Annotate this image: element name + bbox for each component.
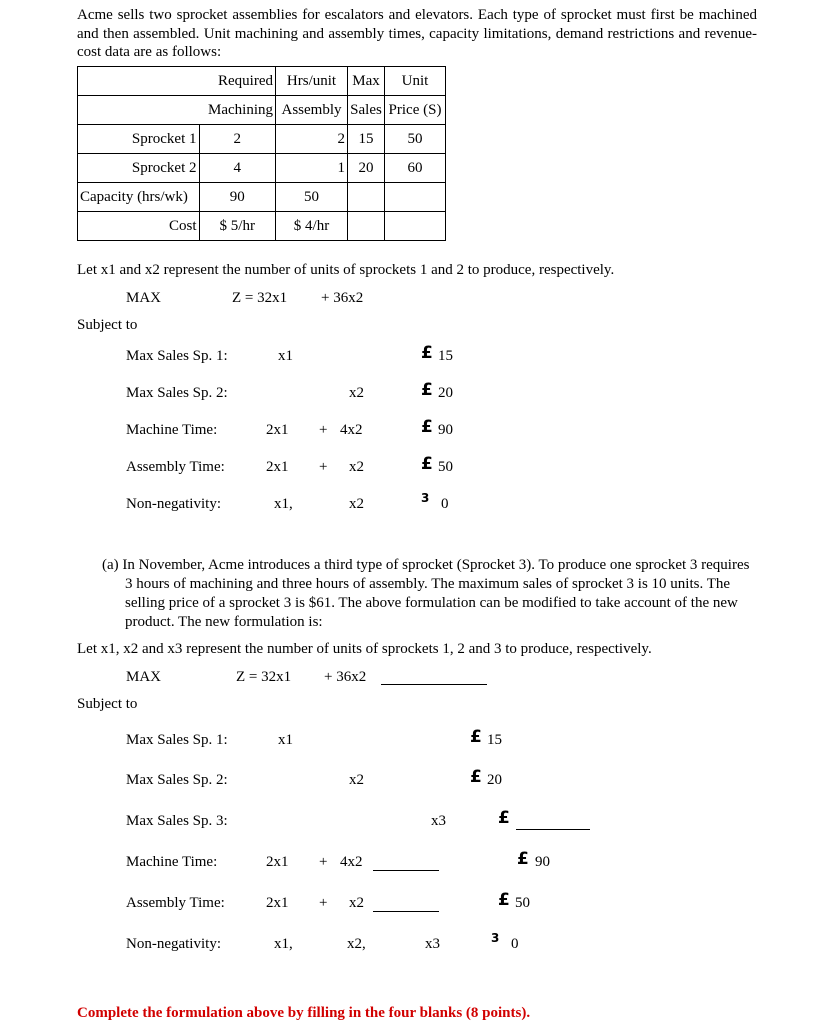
- header-hrs-unit: Hrs/unit: [276, 67, 348, 96]
- cell-assembly: $ 4/hr: [276, 212, 348, 241]
- constraint-rhs: 15: [487, 732, 502, 748]
- constraint-term: 2x1: [266, 895, 289, 911]
- constraint-term: 2x1: [266, 422, 289, 438]
- plus-operator: +: [319, 895, 328, 911]
- table-row: [78, 183, 446, 212]
- objective-term-1: Z = 32x1: [232, 290, 288, 306]
- part-a-text: In November, Acme introduces a third type of sprocket (Sprocket 3). To produce one sprocket 3 requires 3 hours of machining and three hours of assembly. The maximum sales of sprocket 3 is 10 units. The selling price of a sprocket 3 is $61. The above formulation can be modified to take account of the new product. The new formulation is:: [122, 557, 750, 630]
- cell-machining: 2: [199, 125, 276, 154]
- row-label: Cost: [78, 212, 200, 241]
- ge-icon: 3: [491, 931, 500, 945]
- header-unit: Unit: [385, 67, 446, 96]
- constraint-label: Max Sales Sp. 2:: [126, 772, 228, 788]
- constraint-term: x1,: [274, 496, 293, 512]
- constraint-label: Assembly Time:: [126, 459, 225, 475]
- header-assembly: Assembly: [276, 96, 348, 125]
- plus-operator: +: [319, 854, 328, 870]
- constraint-label: Max Sales Sp. 1:: [126, 732, 228, 748]
- cell-price: [385, 212, 446, 241]
- le-icon: £: [517, 849, 529, 869]
- le-icon: £: [421, 380, 433, 400]
- constraint-term: x2,: [347, 936, 366, 952]
- constraint-term: x3: [425, 936, 440, 952]
- plus-operator: +: [319, 459, 328, 475]
- row-label: Capacity (hrs/wk): [78, 183, 200, 212]
- intro-paragraph: Acme sells two sprocket assemblies for escalators and elevators. Each type of sprocket must first be machined and then assembled. Unit machining and assembly times, capacity limitations, demand restrictions and revenue-cost data are as follows:: [77, 7, 757, 60]
- table-header-row-2: [78, 96, 446, 125]
- constraint-term: x2: [349, 459, 364, 475]
- plus-operator: +: [319, 422, 328, 438]
- constraint-term: x2: [349, 496, 364, 512]
- ge-icon: 3: [421, 491, 430, 505]
- objective-term-2-a: + 36x2: [324, 669, 367, 685]
- assembly-time-blank[interactable]: [373, 897, 439, 912]
- le-icon: £: [498, 808, 510, 828]
- constraint-term: x3: [431, 813, 446, 829]
- objective-blank[interactable]: [381, 670, 487, 685]
- constraint-label: Max Sales Sp. 3:: [126, 813, 228, 829]
- constraint-label: Non-negativity:: [126, 936, 221, 952]
- le-icon: £: [498, 890, 510, 910]
- data-table: [77, 66, 446, 241]
- constraint-rhs: 90: [535, 854, 550, 870]
- subject-to-label-a: Subject to: [77, 696, 138, 712]
- cell-price: 50: [385, 125, 446, 154]
- constraint-rhs: 50: [438, 459, 453, 475]
- cell-assembly: 1: [276, 154, 348, 183]
- row-label: Sprocket 2: [78, 154, 200, 183]
- constraint-label: Assembly Time:: [126, 895, 225, 911]
- cell-machining: $ 5/hr: [199, 212, 276, 241]
- machine-time-blank[interactable]: [373, 856, 439, 871]
- subject-to-label: Subject to: [77, 317, 138, 333]
- le-icon: £: [421, 343, 433, 363]
- cell-assembly: 50: [276, 183, 348, 212]
- constraint-label: Max Sales Sp. 1:: [126, 348, 228, 364]
- constraint-rhs: 0: [511, 936, 519, 952]
- cell-max: 15: [348, 125, 385, 154]
- header-price: Price (S): [385, 96, 446, 125]
- le-icon: £: [421, 417, 433, 437]
- part-a-label: (a): [102, 557, 119, 573]
- constraint-label: Machine Time:: [126, 422, 218, 438]
- constraint-label: Machine Time:: [126, 854, 218, 870]
- constraint-term: x1: [278, 732, 293, 748]
- header-sales: Sales: [348, 96, 385, 125]
- constraint-label: Non-negativity:: [126, 496, 221, 512]
- cell-price: [385, 183, 446, 212]
- cell-machining: 90: [199, 183, 276, 212]
- max-sales-sp3-blank[interactable]: [516, 815, 590, 830]
- objective-term-1-a: Z = 32x1: [236, 669, 292, 685]
- table-row: [78, 212, 446, 241]
- max-label-a: MAX: [126, 669, 162, 685]
- constraint-term: 4x2: [340, 422, 363, 438]
- constraint-rhs: 20: [438, 385, 453, 401]
- le-icon: £: [470, 727, 482, 747]
- cell-machining: 4: [199, 154, 276, 183]
- cell-price: 60: [385, 154, 446, 183]
- le-icon: £: [470, 767, 482, 787]
- constraint-term: x1: [278, 348, 293, 364]
- cell-max: [348, 183, 385, 212]
- cell-assembly: 2: [276, 125, 348, 154]
- constraint-term: x2: [349, 385, 364, 401]
- constraint-label: Max Sales Sp. 2:: [126, 385, 228, 401]
- row-label: Sprocket 1: [78, 125, 200, 154]
- header-max: Max: [348, 67, 385, 96]
- le-icon: £: [421, 454, 433, 474]
- constraint-rhs: 20: [487, 772, 502, 788]
- constraint-rhs: 90: [438, 422, 453, 438]
- cell-max: 20: [348, 154, 385, 183]
- constraint-rhs: 0: [441, 496, 449, 512]
- let-statement: Let x1 and x2 represent the number of units of sprockets 1 and 2 to produce, respectively.: [77, 262, 615, 278]
- constraint-term: 2x1: [266, 854, 289, 870]
- table-row: [78, 154, 446, 183]
- cell-max: [348, 212, 385, 241]
- objective-term-2: + 36x2: [321, 290, 364, 306]
- let-statement-a: Let x1, x2 and x3 represent the number of units of sprockets 1, 2 and 3 to produce, respectively.: [77, 641, 652, 657]
- constraint-term: 4x2: [340, 854, 363, 870]
- constraint-term: 2x1: [266, 459, 289, 475]
- instruction-footer: Complete the formulation above by filling in the four blanks (8 points).: [77, 1005, 531, 1021]
- header-machining: Machining: [199, 96, 276, 125]
- table-row: [78, 125, 446, 154]
- header-required: Required: [199, 67, 276, 96]
- table-header-row-1: [78, 67, 446, 96]
- constraint-term: x2: [349, 772, 364, 788]
- constraint-rhs: 15: [438, 348, 453, 364]
- constraint-rhs: 50: [515, 895, 530, 911]
- part-a-paragraph: [102, 556, 752, 632]
- constraint-term: x2: [349, 895, 364, 911]
- max-label: MAX: [126, 290, 162, 306]
- constraint-term: x1,: [274, 936, 293, 952]
